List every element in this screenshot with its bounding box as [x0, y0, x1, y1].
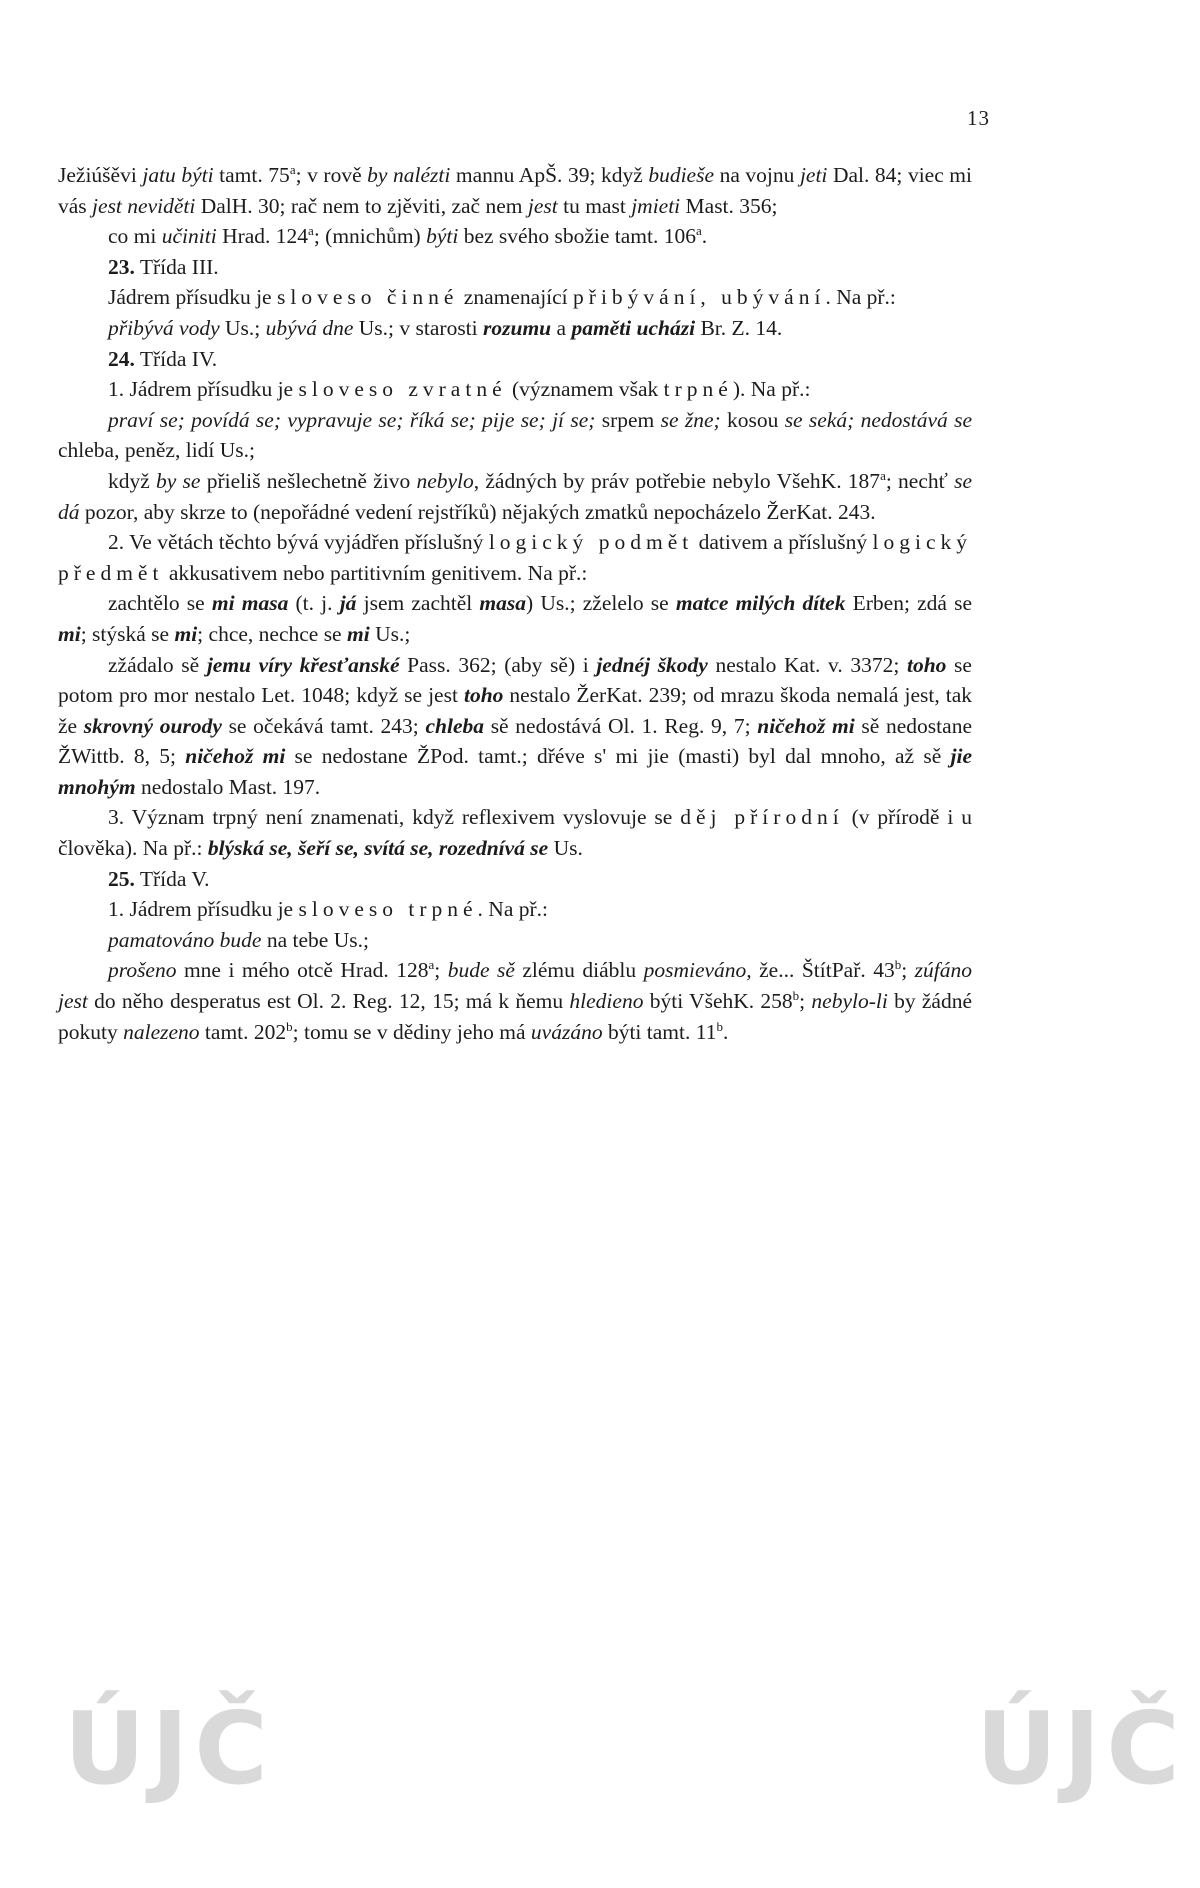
paragraph: zžádalo sě jemu víry křesťanské Pass. 362; (aby sě) i jednéj škody nestalo Kat. v. 3372; toho se potom pro mor nestalo Let. 1048; když se jest toho nestalo ŽerKat. 239; od mrazu škoda nemalá jest, tak že skrovný ourody se očekává tamt. 243; chleba sě nedostává Ol. 1. Reg. 9, 7; ničehož mi sě nedostane ŽWittb. 8, 5; ničehož mi se nedostane ŽPod. tamt.; dřéve s' mi jie (masti) byl dal mnoho, až sě jie mnohým nedostalo Mast. 197. [58, 652, 972, 799]
paragraph: 1. Jádrem přísudku je sloveso trpné. Na př.: [108, 897, 548, 922]
paragraph: přibývá vody Us.; ubývá dne Us.; v starosti rozumu a paměti ucházi Br. Z. 14. [108, 315, 783, 340]
paragraph: co mi učiniti Hrad. 124$^a$; (mnichům) býti bez svého sbožie tamt. 106$^a$. [108, 223, 708, 249]
page-number: 13 [967, 106, 990, 130]
paragraph: Jádrem přísudku je sloveso činné znamenající přibývání, ubývání. Na př.: [108, 285, 896, 310]
paragraph: prošeno mne i mého otcě Hrad. 128$^a$; bude sě zlému diáblu posmieváno, že... ŠtítPař. 43$^b$; zúfáno jest do něho desperatus est Ol. 2. Reg. 12, 15; má k ňemu hledieno býti VšehK. 258$^b$; nebylo-li by žádné pokuty nalezeno tamt. 202$^b$; tomu se v dědiny jeho má uvázáno býti tamt. 11$^b$. [58, 957, 973, 1044]
paragraph: Ježiúšěvi jatu býti tamt. 75$^a$; v rově by nalézti mannu ApŠ. 39; když budieše na vojnu jeti Dal. 84; viec mi vás jest neviděti DalH. 30; rač nem to zjěviti, zač nem jest tu mast jmieti Mast. 356; [58, 162, 973, 218]
watermark-right: ÚJČ [976, 1690, 1186, 1807]
section-heading-25: 25. Třída V. [108, 866, 210, 891]
page-text [58, 160, 972, 1047]
paragraph: zachtělo se mi masa (t. j. já jsem zachtěl masa) Us.; zželelo se matce milých dítek Erben; zdá se mi; stýská se mi; chce, nechce se mi Us.; [58, 591, 973, 646]
paragraph: 3. Význam trpný není znamenati, když reflexivem vyslovuje se děj přírodní (v přírodě i u člověka). Na př.: blýská se, šeří se, svítá se, rozednívá se Us. [58, 805, 972, 861]
paragraph: 2. Ve větách těchto bývá vyjádřen příslušný logický podmět dativem a příslušný logický předmět akkusativem nebo partitivním genitivem. Na př.: [58, 530, 973, 585]
paragraph: praví se; povídá se; vypravuje se; říká se; pije se; jí se; srpem se žne; kosou se seká; nedostává se chleba, peněz, lidí Us.; [58, 407, 973, 463]
paragraph: 1. Jádrem přísudku je sloveso zvratné (významem však trpné). Na př.: [108, 377, 811, 402]
watermark-left: ÚJČ [64, 1690, 274, 1807]
paragraph: pamatováno bude na tebe Us.; [108, 927, 369, 952]
section-heading-24: 24. Třída IV. [108, 346, 218, 371]
paragraph: když by se přieliš nešlechetně živo nebylo, žádných by práv potřebie nebylo VšehK. 187$^a$; nechť se dá pozor, aby skrze to (nepořádné vedení rejstříků) nějakých zmatků nepocházelo ŽerKat. 243. [58, 467, 972, 524]
section-heading-23: 23. Třída III. [108, 254, 219, 279]
